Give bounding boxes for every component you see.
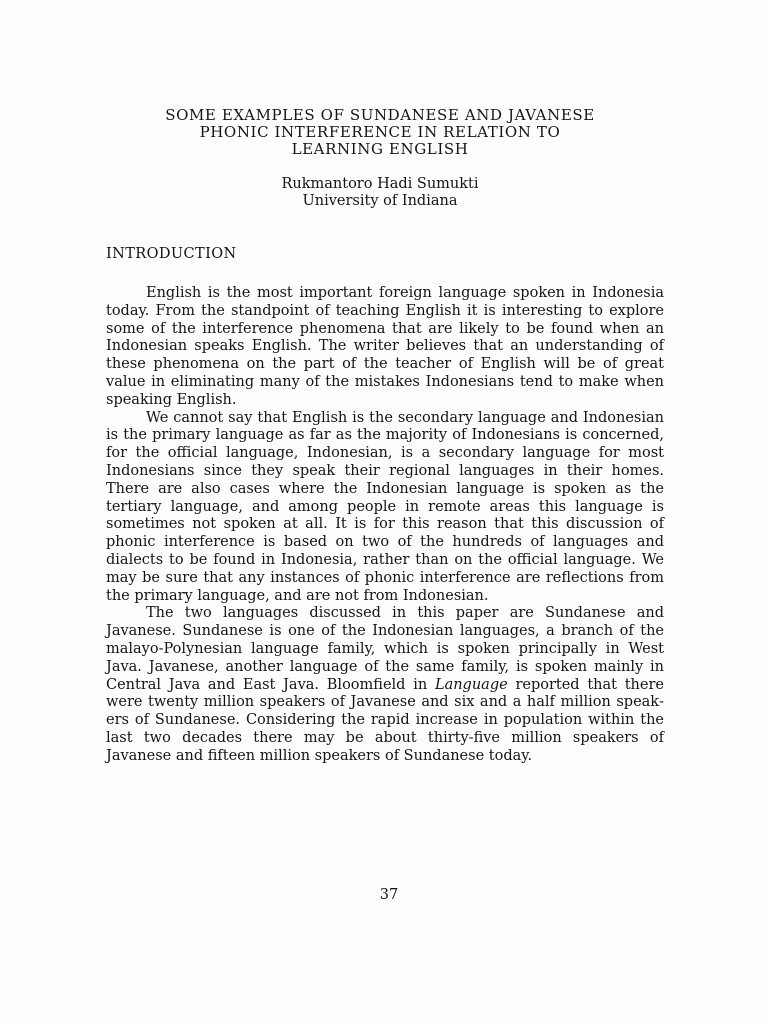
paragraph-2: We cannot say that English is the secondary language and Indonesian is the primary language as far as the majority of Indonesians is concerned, for the official language, Indonesian, is a secondary language for most Indonesians since they speak their regional languages in their homes. There are also cases where the Indonesian language is spoken as the tertiary language, and among people in remote areas this language is sometimes not spoken at all. It is for this reason that this discussion of phonic interference is based on two of the hundreds of languages and dialects to be found in Indonesia, rather than on the official language. We may be sure that any instances of phonic interference are reflections from the primary language, and are not from Indonesian.: [106, 409, 664, 604]
title-line-2: PHONIC INTERFERENCE IN RELATION TO: [199, 123, 561, 141]
paragraph-3-text-end: reported that there were twenty million speakers of Javanese and six and a half million speakers of Sundanese. Considering the rapid increase in population within the last two decades there may be about thirty-five million speakers of Javanese and fifteen million speakers of Sundanese today.: [106, 676, 664, 764]
introduction-body: [106, 285, 664, 766]
title-line-1: SOME EXAMPLES OF SUNDANESE AND JAVANESE: [165, 106, 595, 124]
author-byline: [200, 176, 560, 210]
title-line-3: LEARNING ENGLISH: [291, 140, 469, 158]
journal-title-language: Language: [434, 676, 508, 693]
author-affiliation: University of Indiana: [302, 193, 458, 209]
page-number: 37: [379, 887, 399, 903]
paper-title: [100, 107, 660, 158]
paragraph-1: English is the most important foreign language spoken in Indonesia today. From the standpoint of teaching English it is interesting to explore some of the interference phenomena that are likely to be found when an Indonesian speaks English. The writer believes that an understanding of these phenomena on the part of the teacher of English will be of great value in eliminating many of the mistakes Indonesians tend to make when speaking English.: [106, 285, 664, 408]
paragraph-3: [106, 605, 664, 765]
paragraph-3-text-start: The two languages discussed in this paper are Sundanese and Javanese. Sundanese is one of the Indonesian languages, a branch of the malayo-Polynesian language family, which is spoken principally in West Java. Javanese, another language of the same family, is spoken mainly in Central Java and East Java. Bloomfield in: [106, 605, 664, 693]
section-heading-introduction: INTRODUCTION: [106, 246, 237, 262]
author-name: Rukmantoro Hadi Sumukti: [281, 176, 479, 192]
